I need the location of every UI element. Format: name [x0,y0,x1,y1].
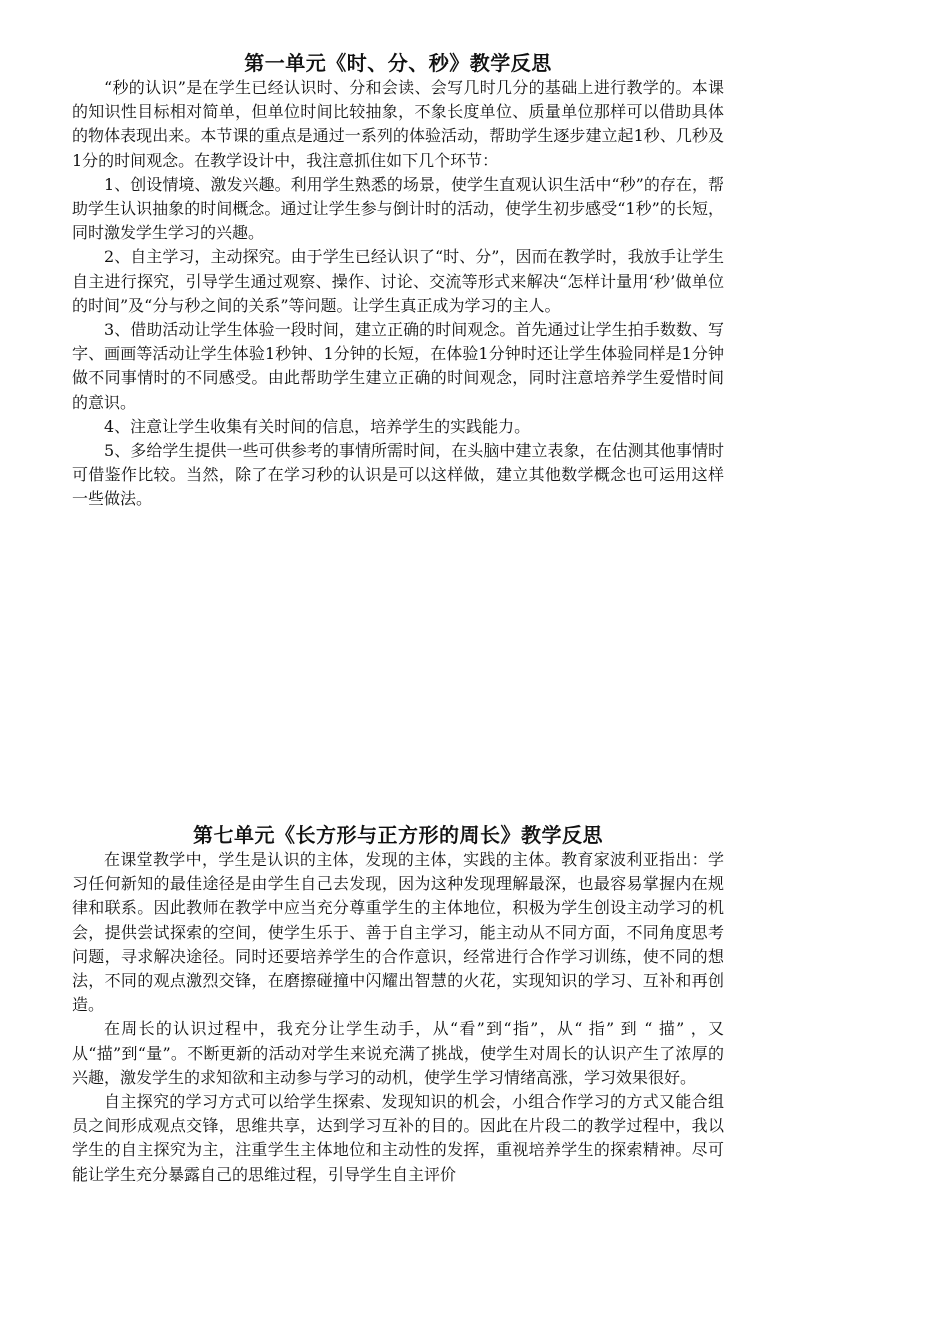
paragraph-point-3: 3、借助活动让学生体验一段时间，建立正确的时间观念。首先通过让学生拍手数数、写字、画画等活动让学生体验1秒钟、1分钟的长短，在体验1分钟时还让学生体验同样是1分钟做不同事情时的不同感受。由此帮助学生建立正确的时间观念，同时注意培养学生爱惜时间的意识。 [72,320,724,412]
section-unit-1-reflection [72,50,724,512]
paragraph-intro: “秒的认识”是在学生已经认识时、分和会读、会写几时几分的基础上进行教学的。本课的知识性目标相对简单，但单位时间比较抽象，不象长度单位、质量单位那样可以借助具体的物体表现出来。本节课的重点是通过一系列的体验活动，帮助学生逐步建立起1秒、几秒及1分的时间观念。在教学设计中，我注意抓住如下几个环节： [72,78,724,170]
paragraph-2: 在周长的认识过程中，我充分让学生动手，从“看”到“指”，从“ 指” 到 “ 描” ，又从“描”到“量”。不断更新的活动对学生来说充满了挑战，使学生对周长的认识产生了浓厚的兴趣，激发学生的求知欲和主动参与学习的动机，使学生学习情绪高涨，学习效果很好。 [72,1019,724,1087]
section-title: 第七单元《长方形与正方形的周长》教学反思 [193,823,603,847]
paragraph-3: 自主探究的学习方式可以给学生探索、发现知识的机会，小组合作学习的方式又能合组员之间形成观点交锋，思维共享，达到学习互补的目的。因此在片段二的教学过程中，我以学生的自主探究为主，注重学生主体地位和主动性的发挥，重视培养学生的探索精神。尽可能让学生充分暴露自己的思维过程，引导学生自主评价 [72,1092,724,1184]
paragraph-1: 在课堂教学中，学生是认识的主体，发现的主体，实践的主体。教育家波利亚指出：学习任何新知的最佳途径是由学生自己去发现，因为这种发现理解最深，也最容易掌握内在规律和联系。因此教师在教学中应当充分尊重学生的主体地位，积极为学生创设主动学习的机会，提供尝试探索的空间，使学生乐于、善于自主学习，能主动从不同方面，不同角度思考问题，寻求解决途径。同时还要培养学生的合作意识，经常进行合作学习训练，使不同的想法，不同的观点激烈交锋，在磨擦碰撞中闪耀出智慧的火花，实现知识的学习、互补和再创造。 [72,850,724,1015]
paragraph-point-1: 1、创设情境、激发兴趣。利用学生熟悉的场景，使学生直观认识生活中“秒”的存在，帮助学生认识抽象的时间概念。通过让学生参与倒计时的活动，使学生初步感受“1秒”的长短，同时激发学生学习的兴趣。 [72,174,724,243]
paragraph-point-5: 5、多给学生提供一些可供参考的事情所需时间，在头脑中建立表象，在估测其他事情时可借鉴作比较。当然，除了在学习秒的认识是可以这样做，建立其他数学概念也可运用这样一些做法。 [72,441,724,509]
section-unit-7-reflection [72,822,724,1187]
section-title: 第一单元《时、分、秒》教学反思 [244,51,552,75]
paragraph-point-2: 2、自主学习，主动探究。由于学生已经认识了“时、分”，因而在教学时，我放手让学生自主进行探究，引导学生通过观察、操作、讨论、交流等形式来解决“怎样计量用‘秒’做单位的时间”及“分与秒之间的关系”等问题。让学生真正成为学习的主人。 [72,247,724,315]
paragraph-point-4: 4、注意让学生收集有关时间的信息，培养学生的实践能力。 [104,416,531,436]
